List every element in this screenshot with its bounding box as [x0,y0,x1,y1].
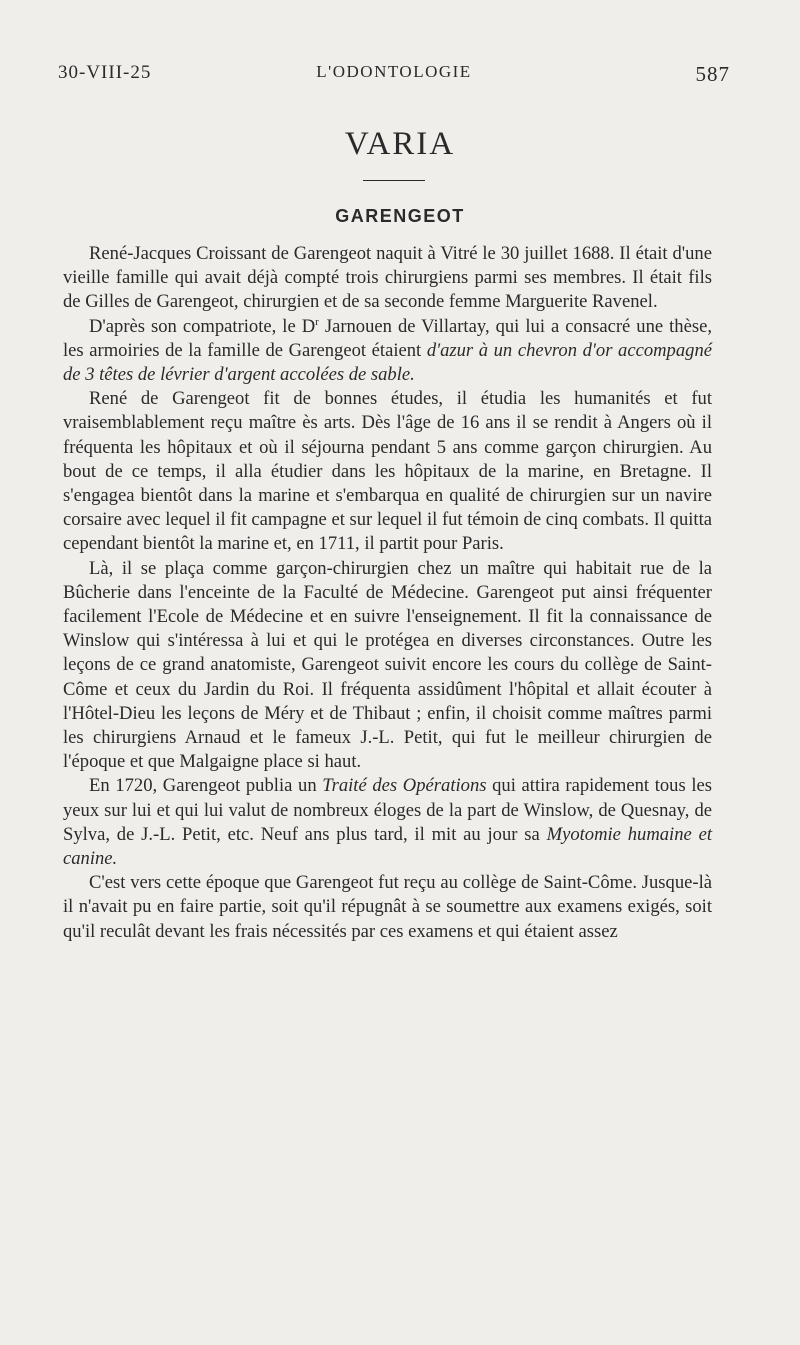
paragraph: Là, il se plaça comme garçon-chirurgien chez un maître qui habitait rue de la Bûcherie dans l'enceinte de la Faculté de Médecine. Garengeot put ainsi fréquenter facilement l'Ecole de Médecine et en suivre l'enseignement. Il fit la connaissance de Winslow qui s'intéressa à lui et qui le protégea en diverses circonstances. Outre les leçons de ce grand anatomiste, Garengeot suivit encore les cours du collège de Saint-Côme et ceux du Jardin du Roi. Il fréquenta assidûment l'hôpital et allait écouter à l'Hôtel-Dieu les leçons de Méry et de Thibaut ; enfin, il choisit comme maîtres parmi les chirurgiens Arnaud et le fameux J.-L. Petit, qui fut le meilleur chirurgien de l'époque et que Malgaigne place si haut. [63,557,712,773]
paragraph: René-Jacques Croissant de Garengeot naquit à Vitré le 30 juillet 1688. Il était d'une vieille famille qui avait déjà compté trois chirurgiens parmi ses membres. Il était fils de Gilles de Garengeot, chirurgien et de sa seconde femme Marguerite Ravenel. [63,243,712,313]
paragraph-text: En 1720, Garengeot publia un [89,775,323,797]
italic-text: d'azur à un chevron d'or accompagné de 3 têtes de lévrier d'argent accolées de sable. [63,339,712,386]
paragraph [63,315,712,388]
article-body [63,242,712,944]
section-title: VARIA [344,126,456,162]
running-head [58,62,730,92]
paragraph: René de Garengeot fit de bonnes études, il étudia les humanités et fut vraisemblablement reçu maître ès arts. Dès l'âge de 16 ans il se rendit à Angers où il fréquenta les hôpitaux et où il séjourna pendant 5 ans comme garçon chirurgien. Au bout de ce temps, il alla étudier dans les hôpitaux de la marine, en Bretagne. Il s'engagea bientôt dans la marine et s'embarqua en qualité de chirurgien sur un navire corsaire avec lequel il fit campagne et sur lequel il fut témoin de cinq combats. Il quitta cependant bientôt la marine et, en 1711, il partit pour Paris. [63,388,713,555]
italic-text: Traité des Opérations [322,775,487,797]
journal-name: L'ODONTOLOGIE [316,62,472,81]
paragraph: C'est vers cette époque que Garengeot fut reçu au collège de Saint-Côme. Jusque-là il n'avait pu en faire partie, soit qu'il répugnât à se soumettre aux examens exigés, soit qu'il reculât devant les frais nécessités par ces examens et qui étaient assez [63,872,712,942]
article-title: GARENGEOT [335,206,465,226]
paragraph-text: Jarnouen de Villartay, qui lui a consacré une thèse, les armoiries de la famille de Garengeot étaient [63,315,712,361]
paragraph-text: D'après son compatriote, le D [89,315,316,337]
page-number: 587 [695,62,730,86]
paragraph [63,774,712,871]
superscript: r [315,315,319,328]
paragraph-text: qui attira rapidement tous les yeux sur lui et qui lui valut de nombreux éloges de la part de Winslow, de Quesnay, de Sylva, de J.-L. Petit, etc. Neuf ans plus tard, il mit au jour sa [63,775,713,845]
italic-text: Myotomie humaine et canine. [63,823,712,870]
title-divider [363,180,425,181]
issue-date: 30-VIII-25 [58,62,152,83]
